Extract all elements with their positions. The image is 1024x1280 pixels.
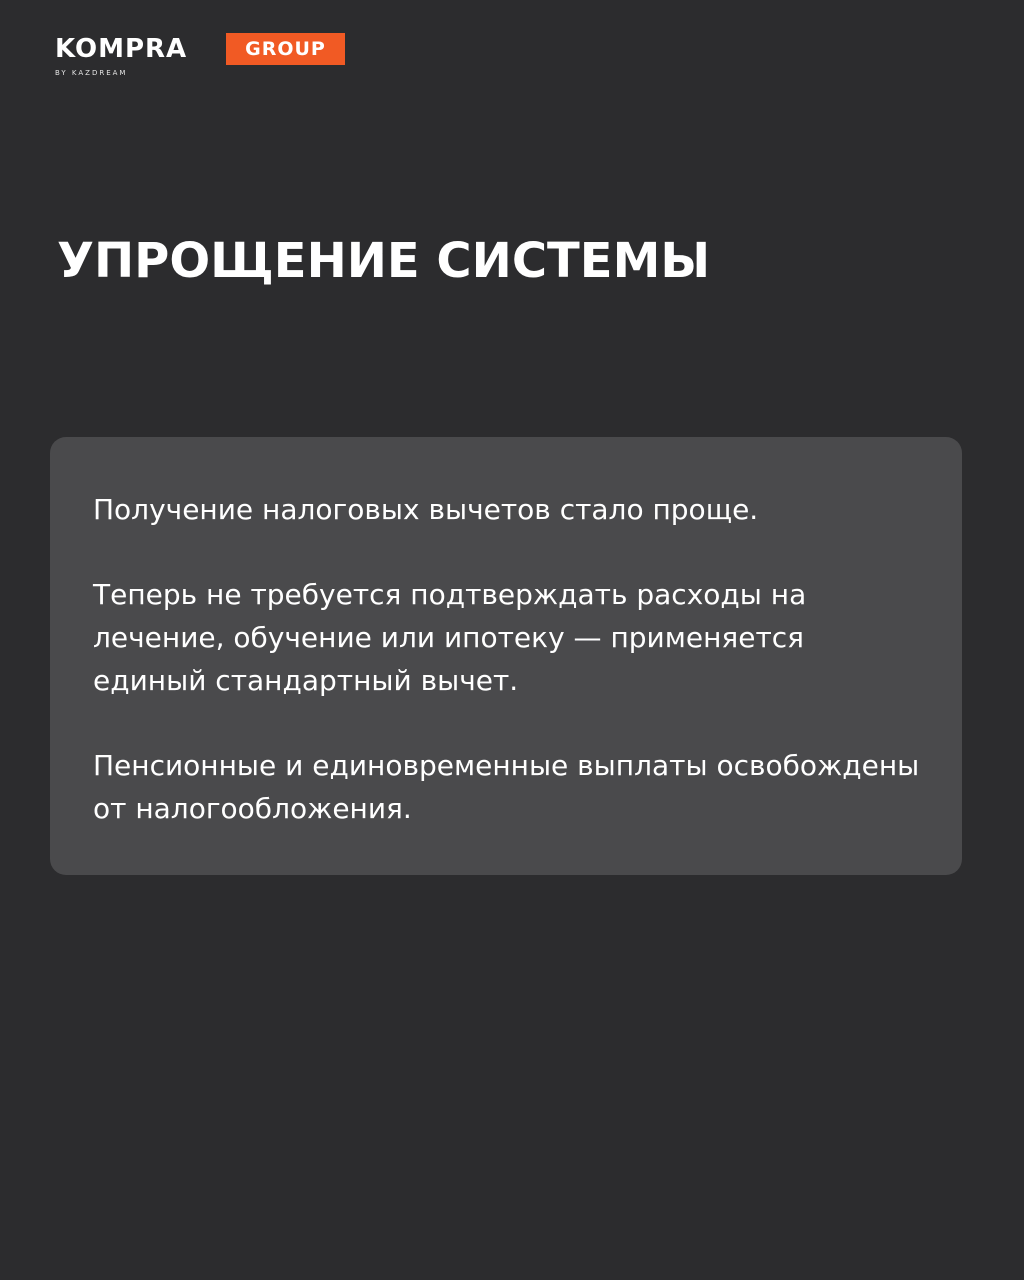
logo-tagline: BY KAZDREAM <box>55 69 128 77</box>
card-paragraph-2: Теперь не требуется подтверждать расходы на лечение, обучение или ипотеку — применяется единый стандартный вычет. <box>93 578 807 697</box>
info-card <box>50 437 962 875</box>
page-title: УПРОЩЕНИЕ СИСТЕМЫ <box>57 233 711 289</box>
logo-name: KOMPRA <box>55 34 188 64</box>
card-paragraph-1: Получение налоговых вычетов стало проще. <box>93 493 759 526</box>
brand-logo <box>55 33 355 83</box>
logo-badge: GROUP <box>226 33 345 65</box>
card-paragraph-3: Пенсионные и единовременные выплаты освобождены от налогообложения. <box>93 749 920 825</box>
